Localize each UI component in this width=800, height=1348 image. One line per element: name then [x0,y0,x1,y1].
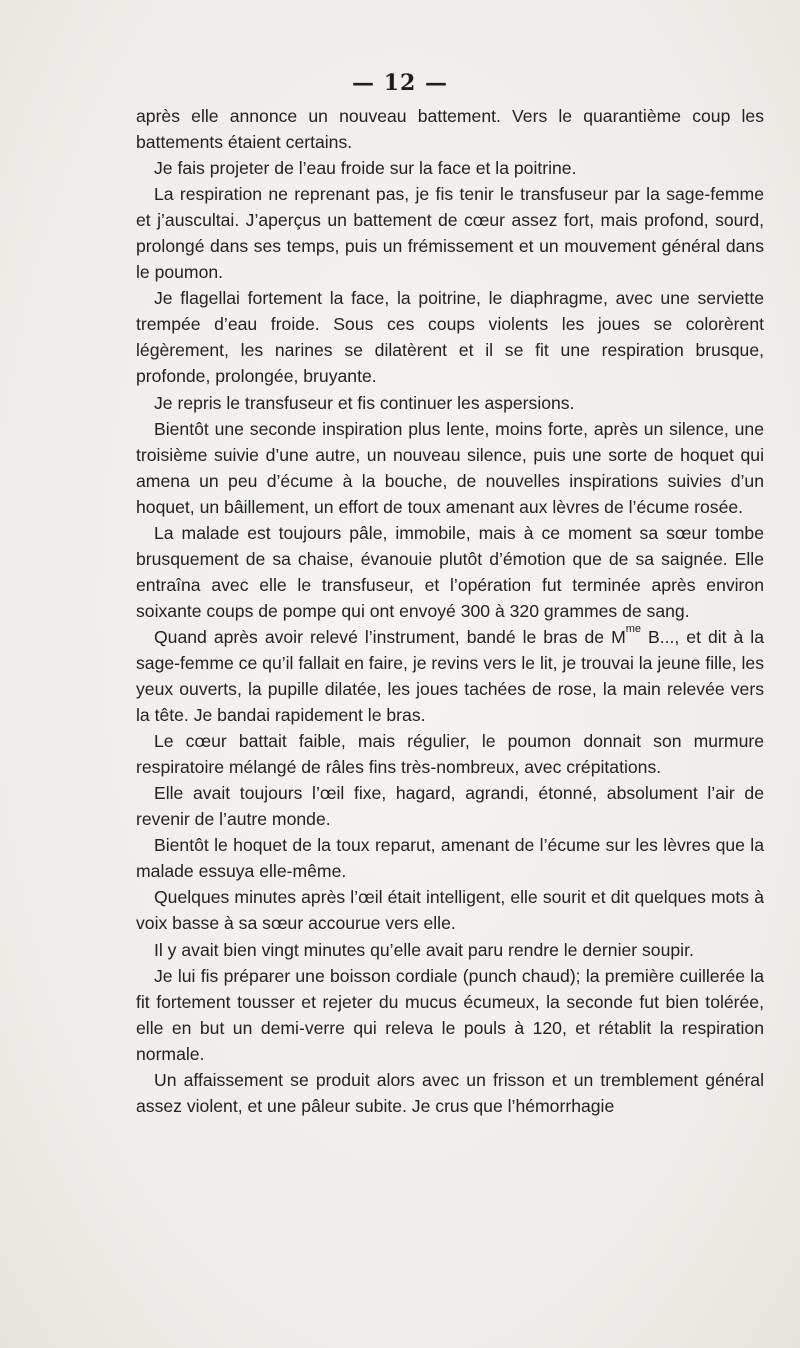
paragraph: Un affaissement se produit alors avec un frisson et un tremblement général assez violent, et une pâleur subite. Je crus que l’hémorrhagie [136,1069,764,1116]
paragraph: après elle annonce un nouveau battement. Vers le quarantième coup les battements étaient certains. [136,106,764,153]
paragraph: La malade est toujours pâle, immobile, mais à ce moment sa sœur tombe brusquement de sa chaise, évanouie plutôt d’émotion que de sa saignée. Elle entraîna avec elle le transfuseur, et l’opération fut terminée après environ soixante coups de pompe qui ont envoyé 300 à 320 grammes de sang. [136,522,764,621]
page-number: — 12 — [352,70,448,96]
paragraph [136,624,764,728]
paragraph: La respiration ne reprenant pas, je fis tenir le transfuseur par la sage-femme et j’auscultai. J’aperçus un battement de cœur assez fort, mais profond, sourd, prolongé dans ses temps, puis un frémissement et un mouvement général dans le poumon. [136,184,764,283]
paragraph: Le cœur battait faible, mais régulier, le poumon donnait son murmure respiratoire mélangé de râles fins très-nombreux, avec crépitations. [136,731,764,778]
paragraph: Bientôt le hoquet de la toux reparut, amenant de l’écume sur les lèvres que la malade essuya elle-même. [136,835,764,882]
paragraph: Quelques minutes après l’œil était intelligent, elle sourit et dit quelques mots à voix basse à sa sœur accourue vers elle. [136,887,764,934]
body-text [136,103,764,1119]
paragraph: Bientôt une seconde inspiration plus lente, moins forte, après un silence, une troisième suivie d’une autre, un nouveau silence, puis une sorte de hoquet qui amena un peu d’écume à la bouche, de nouvelles inspirations suivies d’un hoquet, un bâillement, un effort de toux amenant aux lèvres de l’écume rosée. [136,418,764,517]
paragraph-text: Quand après avoir relevé l’instrument, bandé le bras de M [154,626,626,647]
paragraph-text: B..., et dit à la sage-femme ce qu’il fallait en faire, je revins vers le lit, je trouvai la jeune fille, les yeux ouverts, la pupille dilatée, les joues tachées de rose, la main relevée vers la tête. Je bandai rapidement le bras. [136,626,764,726]
paragraph: Je repris le transfuseur et fis continuer les aspersions. [154,392,575,413]
paragraph: Je fais projeter de l’eau froide sur la face et la poitrine. [154,158,577,179]
paragraph: Je lui fis préparer une boisson cordiale (punch chaud); la première cuillerée la fit fortement tousser et rejeter du mucus écumeux, la seconde fut bien tolérée, elle en but un demi-verre qui releva le pouls à 120, et rétablit la respiration normale. [136,965,764,1064]
paragraph: Elle avait toujours l’œil fixe, hagard, agrandi, étonné, absolument l’air de revenir de l’autre monde. [136,783,764,830]
superscript: me [625,622,642,635]
paragraph: Il y avait bien vingt minutes qu’elle avait paru rendre le dernier soupir. [154,939,694,960]
paragraph: Je flagellai fortement la face, la poitrine, le diaphragme, avec une serviette trempée d’eau froide. Sous ces coups violents les joues se colorèrent légèrement, les narines se dilatèrent et il se fit une respiration brusque, profonde, prolongée, bruyante. [136,288,764,387]
